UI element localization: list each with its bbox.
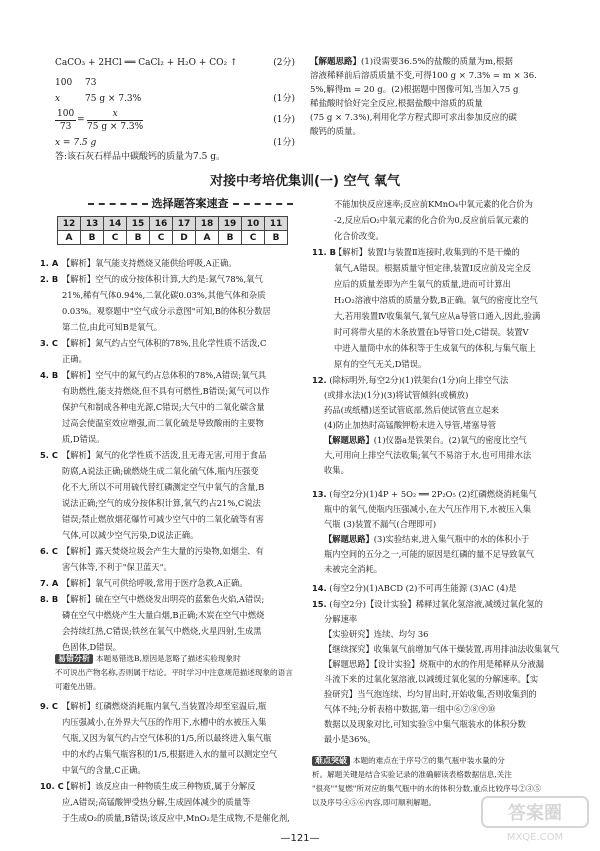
text-line: 1. A 【解析】氧气能支持燃烧又能供给呼吸,A正确。 xyxy=(40,258,237,268)
text-line: 害气体等,不利于"保卫蓝天"。 xyxy=(62,562,172,572)
question-13: 13. (每空2分)(1)4P + 5O₂ ══ 2P₂O₅ (2)红磷燃烧消耗集气 瓶中的氧气,使瓶内压强减小,在大气压作用下,水被压入集 气瓶 (3)装置不漏气(合理即可) 【解题思路】(3)实验结束,进入集气瓶中的水的体积小于 瓶内空间的五分之一,可能的原因是红磷的量不足导致氧气 未被完全消耗。 xyxy=(312,489,537,574)
equals-sign: = xyxy=(77,115,85,125)
difficulty-box: 难点突破 本题的难点在于序号⑦的集气瓶中装水量的分 析。解题关键是结合实验记录的准确解读表格数据信息,关注 "很亮""复燃"所对应的集气瓶中的水的体积分数,重点比较序号②③⑤ 以及序号④⑤⑥内容,即可顺利解题。 xyxy=(312,756,542,807)
text-line: 8. B 【解析】硫在空气中燃烧发出明亮的蓝紫色火焰,A错误; xyxy=(40,594,265,604)
answer-line: 答:该石灰石样品中碳酸钙的质量为7.5 g。 xyxy=(55,152,225,162)
text-line: 0.03%。观察题中"空气成分示意图"可知,B的体积分数居 xyxy=(62,306,271,316)
text-line: 2. B 【解析】空气的成分按体积计算,大约是:氮气78%,氧气 xyxy=(40,274,263,284)
error-analysis-tag: 易错分析 xyxy=(55,654,93,664)
text-line: 第二位,由此可知B是氧气。 xyxy=(62,322,163,332)
text-line: 中氧气的含量,C正确。 xyxy=(62,765,146,775)
text-line: 6. C 【解析】露天焚烧垃圾会产生大量的污染物,如烟尘、有 xyxy=(40,546,264,556)
text-line: 中进入量筒中水的体积等于生成氧气的体积,与集气瓶上 xyxy=(334,343,536,353)
text-line: 色固体,D错误。 xyxy=(62,642,122,652)
fraction-right: $\frac{x}{75 g \times 7.3\%}$ xyxy=(87,109,144,132)
text-line: 有助燃性,能支持燃烧,但不具有可燃性,B错误;氮气可以作 xyxy=(62,386,270,396)
text-line: 化不大,所以不可用硫代替红磷测定空气中氧气的含量,B xyxy=(62,482,265,492)
question-15: 15. (每空2分)【设计实验】稀释过氧化氢溶液,减缓过氧化氢的 分解速率 【实验研究】连续、均匀 36 【继续探究】收集氧气前增加气体干燥装置,再用排油法收集氧气 【解题思路】【设计实验】烧瓶中的水的作用是稀释从分液漏 斗流下来的过氧化氢溶液,以减缓过氧化氢的分解速率。【实 验研究】当气泡连续、均匀冒出时,开始收集,否则收集到的 气体不纯;分析表格中数据,第一组中⑥⑦⑧⑨⑩ 数据以及现象对比,可知实验⑤中集气瓶装水的体积分数 最小是36%。 xyxy=(312,599,559,744)
text-line: 3. C 【解析】氮气约占空气体积的78%,且化学性质不活泼,C xyxy=(40,338,267,348)
equation: CaCO₃ + 2HCl ══ CaCl₂ + H₂O + CO₂ ↑ xyxy=(55,58,238,68)
text-line: 说法正确;空气的成分按体积计算,氧气约占21%,C说法 xyxy=(62,498,261,508)
text-line: 不能加快反应速率;反应前KMnO₄中氧元素的化合价为 xyxy=(334,199,533,209)
text-line: 原有的空气无关,D错误。 xyxy=(334,359,427,369)
text-line: 会持续红热,C错误;铁丝在氧气中燃烧,火星四射,生成黑 xyxy=(62,626,262,636)
text-line: 磷在空气中燃烧产生大量白烟,B正确;木炭在空气中燃烧 xyxy=(62,610,265,620)
row3-score: (1分) xyxy=(273,94,295,104)
solve-line: x = 7.5 g xyxy=(55,138,97,148)
text-line: 4. B 【解析】空气中的氮气约占总体积的78%,A错误;氧气具 xyxy=(40,370,267,380)
top-right-tip: 【解题思路】(1)设需要36.5%的盐酸的质量为m,根据 溶液稀释前后溶质质量不变,可得100 g × 7.3% = m × 36. 5%,解得m = 20 g。(2)根据题中图像可知,当加入75 g 稀盐酸时恰好完全反应,根据盐酸中溶质的质量 (75 g × 7.3%),利用化学方程式即可求出参加反应的碳 酸钙的质量。 xyxy=(310,57,537,137)
text-line: 气瓶,又因为氧气约占空气体积的1/5,所以最终进入集气瓶 xyxy=(62,733,272,743)
text-line: 气体,可以减少空气污染,D说法正确。 xyxy=(62,530,199,540)
equation-row2-right: 73 xyxy=(85,78,97,88)
text-line: 大,若用装置Ⅳ收集氧气,氧气应从a导管口通入,因此,验满 xyxy=(334,311,541,321)
answer-table-row: A B C B C D A B C B xyxy=(58,231,288,245)
text-line: 9. C 【解析】红磷燃烧消耗瓶内氧气,当装置冷却至室温后,瓶 xyxy=(40,701,267,711)
right-column xyxy=(312,196,562,372)
answer-subheading: 选择题答案速查 xyxy=(55,198,325,210)
text-line: 内压强减小,在外界大气压的作用下,水槽中的水被压入集 xyxy=(62,717,267,727)
text-line: 中的水约占集气瓶容积的1/5,根据进入水的量可以测定空气 xyxy=(62,749,278,759)
svg-text:MXQE.COM: MXQE.COM xyxy=(506,832,564,843)
text-line: 氧气,A错误。根据质量守恒定律,装置Ⅰ反应前及完全反 xyxy=(334,263,532,273)
text-line: 保护气和制成各种电光源,C错误;大气中的二氧化碳含量 xyxy=(62,402,265,412)
solve-score: (1分) xyxy=(273,138,295,148)
question-14: 14. (每空2分)(1)ABCD (2)不可再生能源 (3)AC (4)是 xyxy=(312,583,517,593)
text-line: 应后的质量差即为产生氧气的质量,进而可计算出 xyxy=(334,279,511,289)
text-line: 10. C【解析】该反应由一种物质生成三种物质,属于分解反 xyxy=(40,781,256,791)
top-left-block xyxy=(55,55,295,167)
equation-row3-left: x xyxy=(55,94,61,104)
text-line: 于生成O₂的质量,B错误;该反应中,MnO₂是生成物,不是催化剂, xyxy=(62,813,290,823)
error-analysis-box: 易错分析 本题易错选B,原因是忽略了描述实验现象时 不可说出产物名称,否则属于结论。平时学习中注意规范描述现象的语言 可避免出错。 xyxy=(55,654,293,691)
text-line: 化合价改变。 xyxy=(334,231,384,241)
page-number: —121— xyxy=(280,833,320,844)
answer-table-header: 12 13 14 15 16 17 18 19 10 11 xyxy=(58,217,288,231)
text-line: 错误;禁止燃放烟花爆竹可减少空气中的二氧化硫等有害 xyxy=(62,514,264,524)
text-line: 防腐,A说法正确;硫燃烧生成二氧化硫气体,瓶内压强变 xyxy=(62,466,259,476)
difficulty-tag: 难点突破 xyxy=(312,756,350,766)
text-line: 时可将带火星的木条放置在b导管口处,C错误。装置Ⅴ xyxy=(334,327,529,337)
text-line: 应,A错误;高锰酸钾受热分解,生成固体减少的质量等 xyxy=(62,797,251,807)
text-line: 21%,稀有气体0.94%,二氧化碳0.03%,其他气体和杂质 xyxy=(62,290,266,300)
left-column-a xyxy=(40,255,310,655)
text-line: H₂O₂溶液中溶质的质量分数,B正确。氧气的密度比空气 xyxy=(334,295,538,305)
text-line: 正确。 xyxy=(62,354,87,364)
text-line: 质,D错误。 xyxy=(62,434,105,444)
left-column-b xyxy=(40,698,310,828)
watermark-logo xyxy=(480,795,590,845)
equation-score: (2分) xyxy=(273,58,295,68)
text-line: 11. B【解析】装置Ⅰ与装置Ⅱ连接时,收集到的不是干燥的 xyxy=(312,247,520,257)
text-line: 5. C 【解析】氮气的化学性质不活泼,且无毒无害,可用于食品 xyxy=(40,450,267,460)
svg-text:答案圈: 答案圈 xyxy=(508,803,562,824)
equation-row3-right: 75 g × 7.3% xyxy=(85,94,142,104)
tip-tag: 【解题思路】 xyxy=(310,57,362,67)
fraction-score: (1分) xyxy=(273,115,295,125)
section-title: 对接中考培优集训(一) 空气 氧气 xyxy=(210,174,400,189)
equation-row2-left: 100 xyxy=(55,78,73,88)
text-line: 7. A 【解析】氧气可供给呼吸,常用于医疗急救,A正确。 xyxy=(40,578,248,588)
text-line: -2,反应后O₂中氧元素的化合价为0,反应前后氧元素的 xyxy=(334,215,529,225)
fraction-left: $\frac{100}{73}$ xyxy=(57,109,75,132)
text-line: 过高会使温室效应增强,而二氧化硫是导致酸雨的主要物 xyxy=(62,418,264,428)
question-12: 12. (除标明外,每空2分)(1)铁架台(1分)向上排空气法 (或排水法)(1分)(3)将试管倾斜(或横放) 药品(或纸槽)送至试管底部,然后使试管直立起来 (4)防止加热时高锰酸钾粉末进入导管,堵塞导管 【解题思路】(1)仪器a是铁架台。(2)氧气的密度比空气 大,可用向上排空气法收集;氧气不易溶于水,也可用排水法 收集。 xyxy=(312,375,532,475)
answer-table xyxy=(57,216,288,245)
